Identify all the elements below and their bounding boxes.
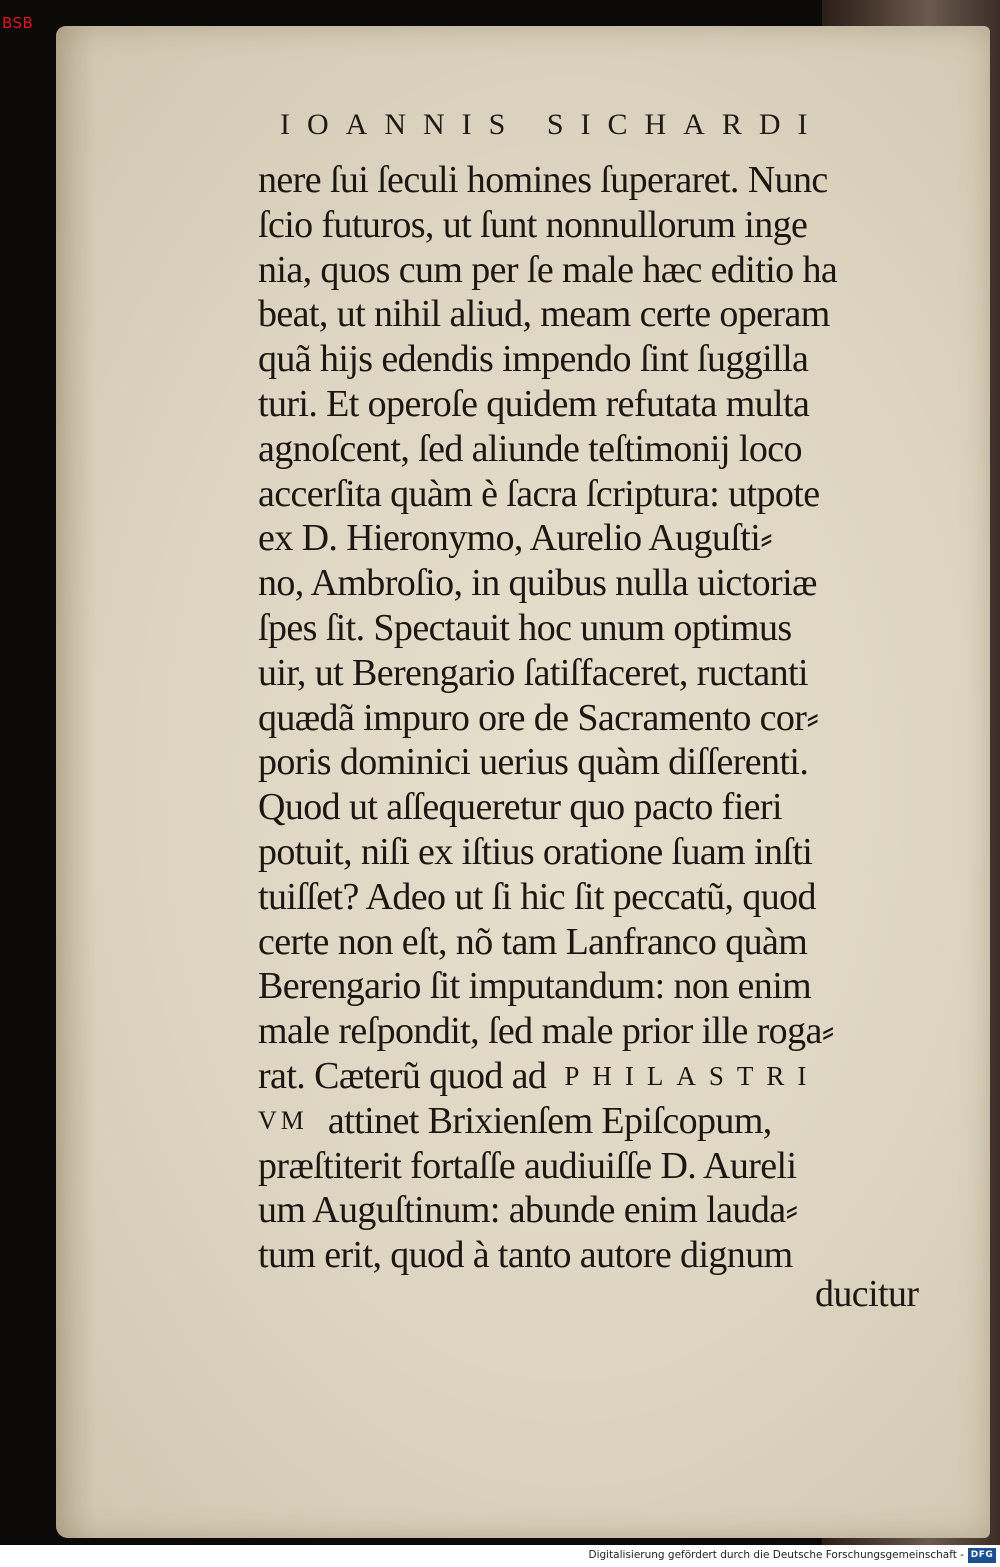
text-line: male reſpondit, ſed male prior ille roga⸗ — [258, 1010, 834, 1053]
text-line-philastri — [258, 1054, 948, 1099]
text-line: tuiſſet? Adeo ut ſi hic ſit peccatũ, quod — [258, 875, 816, 918]
text-line: accerſita quàm è ſacra ſcriptura: utpote — [258, 472, 820, 515]
bsb-watermark: BSB — [2, 14, 34, 32]
text-line: agnoſcent, ſed aliunde teſtimonij loco — [258, 427, 802, 470]
text-line: Berengario ſit imputandum: non enim — [258, 965, 812, 1008]
text-line: beat, ut nihil aliud, meam certe operam — [258, 293, 830, 336]
text-line: no, Ambroſio, in quibus nulla uictoriæ — [258, 562, 817, 605]
footer-bar — [0, 1545, 1000, 1567]
text-line: um Auguſtinum: abunde enim lauda⸗ — [258, 1189, 798, 1232]
funding-credit: Digitalisierung gefördert durch die Deutsche Forschungsgemeinschaft - — [588, 1549, 964, 1561]
text-line: certe non eſt, nõ tam Lanfranco quàm — [258, 920, 808, 963]
text-line-um — [258, 1099, 948, 1144]
text-line: potuit, niſi ex iſtius oratione ſuam inſti — [258, 830, 813, 873]
smallcaps-name: PHILASTRI — [564, 1060, 820, 1091]
text-line: nere ſui ſeculi homines ſuperaret. Nunc — [258, 159, 828, 201]
text-line: ſpes ſit. Spectauit hoc unum optimus — [258, 606, 792, 649]
catchword: ducitur — [815, 1273, 919, 1315]
text-block — [258, 158, 948, 1278]
text-line: nia, quos cum per ſe male hæc editio ha — [258, 248, 838, 291]
text-line: turi. Et operoſe quidem refutata multa — [258, 382, 810, 425]
text-line: ex D. Hieronymo, Aurelio Auguſti⸗ — [258, 517, 773, 560]
text-line: quã hijs edendis impendo ſint ſuggilla — [258, 338, 809, 381]
text-line: ſcio futuros, ut ſunt nonnullorum inge — [258, 203, 808, 246]
running-head: IOANNIS SICHARDI — [280, 108, 825, 141]
text-line: uir, ut Berengario ſatiſfaceret, ructanti — [258, 651, 808, 694]
text-line: poris dominici uerius quàm diſſerenti. — [258, 741, 809, 784]
page-gutter-shadow — [56, 26, 96, 1538]
text-fragment: rat. Cæterũ quod ad — [258, 1054, 547, 1097]
dfg-logo-icon: DFG — [968, 1548, 996, 1563]
text-fragment: attinet Brixienſem Epiſcopum, — [327, 1099, 772, 1142]
smallcaps-name: VM — [258, 1105, 308, 1135]
text-line: præſtiterit fortaſſe audiuiſſe D. Aureli — [258, 1144, 797, 1187]
text-line: quædã impuro ore de Sacramento cor⸗ — [258, 696, 819, 739]
text-line: tum erit, quod à tanto autore dignum — [258, 1234, 793, 1277]
text-line: Quod ut aſſequeretur quo pacto fieri — [258, 786, 782, 829]
